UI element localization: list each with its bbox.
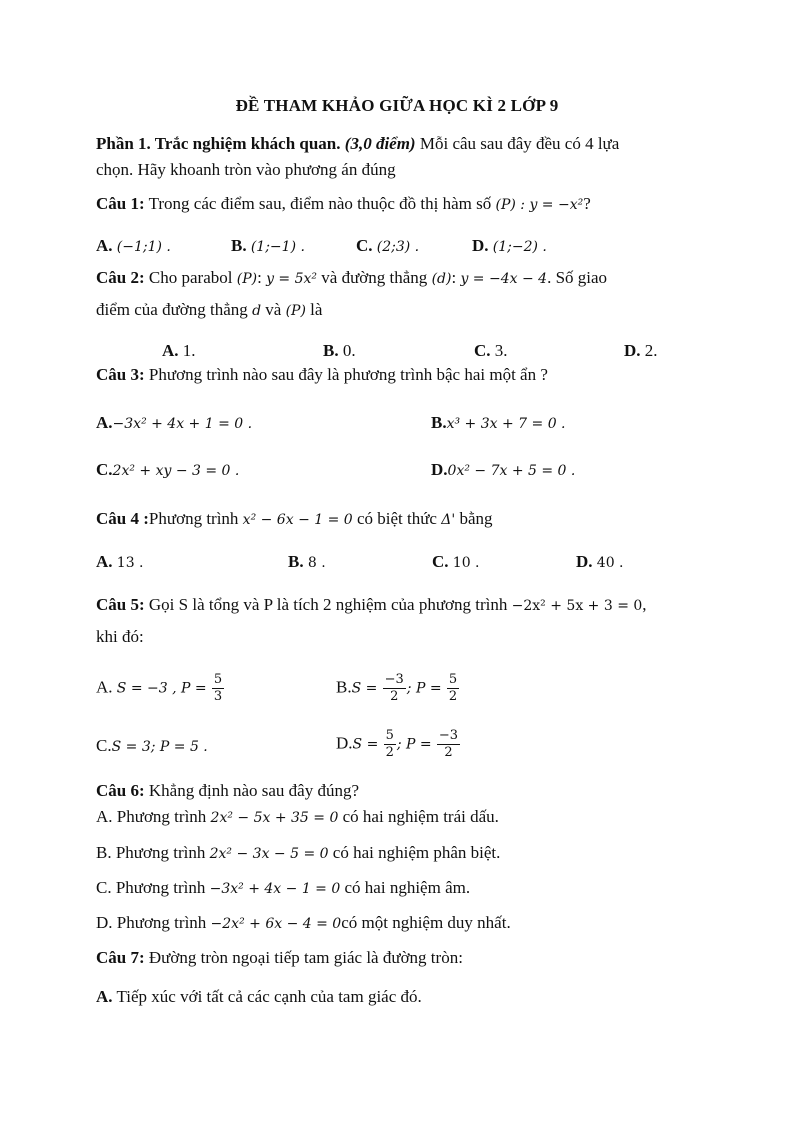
q2-formula-2: y = −4x − 4 (460, 271, 548, 287)
q7-option-a-text: Tiếp xúc với tất cả các cạnh của tam giác đó. (116, 987, 422, 1006)
q4-formula: x² − 6x − 1 = 0 (242, 512, 353, 528)
q5-option-c[interactable] (96, 736, 208, 756)
q5-option-a-fraction (212, 672, 224, 705)
q5-formula: −2x² + 5x + 3 = 0 (511, 598, 643, 614)
q3-option-b-value: x³ + 3x + 7 = 0 . (446, 416, 566, 432)
q5-line2: khi đó: (96, 627, 144, 646)
q2-formula-1: y = 5x² (266, 271, 318, 287)
q5-d-num1: 5 (385, 728, 394, 743)
q3-label: Câu 3: (96, 365, 145, 384)
q7-label: Câu 7: (96, 948, 145, 967)
q5-option-b-fraction-2 (447, 672, 459, 705)
q1-option-a-label: A. (96, 236, 113, 255)
q5-option-c-label: C. (96, 736, 112, 755)
q5-option-a-s: S = −3 , P = (116, 680, 207, 697)
q4-text-2: có biệt thức (356, 509, 437, 528)
q5-option-b-label: B. (336, 677, 352, 697)
q2-option-c[interactable] (474, 341, 508, 361)
q5-b-num2: 5 (448, 672, 458, 687)
q3-option-b[interactable] (431, 413, 566, 433)
q1-option-b-value: (1;−1) . (250, 239, 305, 255)
q2-option-c-label: C. (474, 341, 491, 360)
q5-a-den: 3 (213, 689, 223, 704)
q2-text-6: điểm của đường thẳng (96, 300, 248, 319)
q5-option-d-s: S = (352, 736, 379, 753)
q5-option-d-fraction-1 (384, 728, 396, 761)
q2-colon-2: : (451, 268, 457, 287)
q4-option-d[interactable] (576, 552, 624, 572)
q6-option-c[interactable] (96, 878, 470, 898)
q2-option-b[interactable] (323, 341, 356, 361)
q5-option-b-s: S = (351, 680, 378, 697)
q2-line-d: (d) (431, 271, 452, 287)
q7-text: Đường tròn ngoại tiếp tam giác là đường tròn: (148, 948, 463, 967)
q1-formula: (P) : y = −x² (495, 197, 584, 213)
q5-option-d[interactable] (336, 728, 461, 761)
q6-text: Khẳng định nào sau đây đúng? (148, 781, 359, 800)
q3-option-c[interactable] (96, 460, 239, 480)
q4-option-b-value: 8 . (307, 555, 326, 571)
q1-option-c[interactable] (356, 236, 419, 256)
q1-option-c-label: C. (356, 236, 373, 255)
q6-option-d-label: D. Phương trình (96, 913, 207, 932)
q7-option-a-label: A. (96, 987, 113, 1006)
q5-option-b-p: ; P = (406, 680, 442, 697)
q4-option-b[interactable] (288, 552, 326, 572)
q2-option-b-value: 0. (342, 341, 356, 360)
q1-option-b-label: B. (231, 236, 247, 255)
q3-option-c-label: C. (96, 460, 113, 479)
q5-d-num2: −3 (438, 728, 459, 743)
q1-option-c-value: (2;3) . (376, 239, 420, 255)
q2-colon-1: : (257, 268, 262, 287)
q3-option-b-label: B. (431, 413, 447, 432)
q1-option-b[interactable] (231, 236, 305, 256)
question-2-line2 (96, 300, 322, 320)
part1-line1 (96, 134, 619, 154)
q3-option-d-label: D. (431, 460, 448, 479)
q2-option-a[interactable] (162, 341, 196, 361)
q6-option-c-formula: −3x² + 4x − 1 = 0 (209, 881, 341, 897)
q3-option-c-value: 2x² + xy − 3 = 0 . (112, 463, 240, 479)
q5-a-num: 5 (213, 672, 223, 687)
q6-option-b[interactable] (96, 843, 500, 863)
q2-option-b-label: B. (323, 341, 339, 360)
q3-text: Phương trình nào sau đây là phương trình bậc hai một ẩn ? (148, 365, 548, 384)
q4-option-d-label: D. (576, 552, 593, 571)
q5-b-den1: 2 (390, 689, 399, 704)
q1-end: ? (583, 194, 591, 213)
question-7 (96, 948, 463, 968)
q6-option-c-text: có hai nghiệm âm. (344, 878, 471, 897)
q5-b-den2: 2 (448, 689, 458, 704)
q5-text: Gọi S là tổng và P là tích 2 nghiệm của phương trình (148, 595, 508, 614)
q4-option-a-label: A. (96, 552, 113, 571)
q1-option-a-value: (−1;1) . (116, 239, 171, 255)
q4-option-b-label: B. (288, 552, 304, 571)
q2-d-var: d (252, 303, 262, 319)
q1-option-d-label: D. (472, 236, 489, 255)
question-1 (96, 194, 591, 214)
part1-heading: Phần 1. Trắc nghiệm khách quan. (96, 134, 341, 153)
q2-parabol-2: (P) (285, 303, 306, 319)
q5-option-a-label: A. (96, 677, 113, 697)
q2-text-5: . Số giao (547, 268, 608, 287)
q5-d-den2: 2 (444, 745, 453, 760)
q6-option-a-formula: 2x² − 5x + 35 = 0 (210, 810, 339, 826)
q2-text-3: và đường thẳng (321, 268, 428, 287)
q6-option-b-text: có hai nghiệm phân biệt. (332, 843, 501, 862)
q6-option-a[interactable] (96, 807, 499, 827)
q5-option-c-value: S = 3; P = 5 . (111, 739, 208, 755)
q1-option-d-value: (1;−2) . (492, 239, 547, 255)
q3-option-a[interactable] (96, 413, 252, 433)
question-2 (96, 268, 607, 288)
part1-instruction-a: Mỗi câu sau đây đều có 4 lựa (419, 134, 620, 153)
question-4 (96, 509, 493, 529)
q2-option-d[interactable] (624, 341, 658, 361)
q4-option-a-value: 13 . (116, 555, 144, 571)
page-title: ĐỀ THAM KHẢO GIỮA HỌC KÌ 2 LỚP 9 (235, 96, 559, 115)
q6-option-b-formula: 2x² − 3x − 5 = 0 (209, 846, 329, 862)
part1-score: (3,0 điểm) (344, 134, 416, 153)
q1-text: Trong các điểm sau, điểm nào thuộc đồ thị hàm số (148, 194, 492, 213)
q3-option-a-value: −3x² + 4x + 1 = 0 . (112, 416, 253, 432)
q5-option-d-label: D. (336, 733, 353, 753)
q2-parabol: (P) (236, 271, 258, 287)
q6-option-d-text: có một nghiệm duy nhất. (341, 913, 511, 932)
q1-option-a[interactable] (96, 236, 171, 256)
q3-option-a-label: A. (96, 413, 113, 432)
q6-option-d-formula: −2x² + 6x − 4 = 0 (210, 916, 342, 932)
q3-option-d[interactable] (431, 460, 575, 480)
q6-option-d[interactable] (96, 913, 511, 933)
q2-option-d-label: D. (624, 341, 641, 360)
q2-option-a-value: 1. (182, 341, 196, 360)
q5-option-b[interactable] (336, 672, 460, 705)
q2-label: Câu 2: (96, 268, 145, 287)
q4-option-c-value: 10 . (452, 555, 480, 571)
question-5 (96, 595, 647, 615)
q6-option-c-label: C. Phương trình (96, 878, 206, 897)
q4-option-c[interactable] (432, 552, 480, 572)
q2-text-8: là (310, 300, 323, 319)
q4-delta: Δ' (441, 512, 456, 528)
q7-option-a[interactable] (96, 987, 422, 1007)
part1-instruction-b: chọn. Hãy khoanh tròn vào phương án đúng (96, 160, 396, 179)
q5-label: Câu 5: (96, 595, 145, 614)
q6-option-b-label: B. Phương trình (96, 843, 206, 862)
q3-option-d-value: 0x² − 7x + 5 = 0 . (447, 463, 576, 479)
q1-option-d[interactable] (472, 236, 547, 256)
q2-option-c-value: 3. (494, 341, 508, 360)
q4-label: Câu 4 : (96, 509, 149, 528)
q5-d-den1: 2 (385, 745, 394, 760)
q6-label: Câu 6: (96, 781, 145, 800)
q6-option-a-label: A. Phương trình (96, 807, 207, 826)
q4-text-1: Phương trình (148, 509, 239, 528)
q5-b-num1: −3 (384, 672, 404, 687)
q5-end: , (642, 595, 647, 614)
q1-label: Câu 1: (96, 194, 145, 213)
question-3 (96, 365, 548, 385)
q4-option-a[interactable] (96, 552, 144, 572)
q2-option-d-value: 2. (644, 341, 658, 360)
q5-option-d-fraction-2 (437, 728, 460, 761)
q2-option-a-label: A. (162, 341, 179, 360)
q4-option-c-label: C. (432, 552, 449, 571)
q5-option-d-p: ; P = (396, 736, 432, 753)
q2-text-7: và (265, 300, 282, 319)
q4-option-d-value: 40 . (596, 555, 624, 571)
question-6 (96, 781, 359, 801)
q5-option-a[interactable] (96, 672, 225, 705)
q5-option-b-fraction-1 (383, 672, 406, 705)
q2-text-1: Cho parabol (148, 268, 233, 287)
q4-text-3: bằng (459, 509, 493, 528)
q6-option-a-text: có hai nghiệm trái dấu. (342, 807, 499, 826)
